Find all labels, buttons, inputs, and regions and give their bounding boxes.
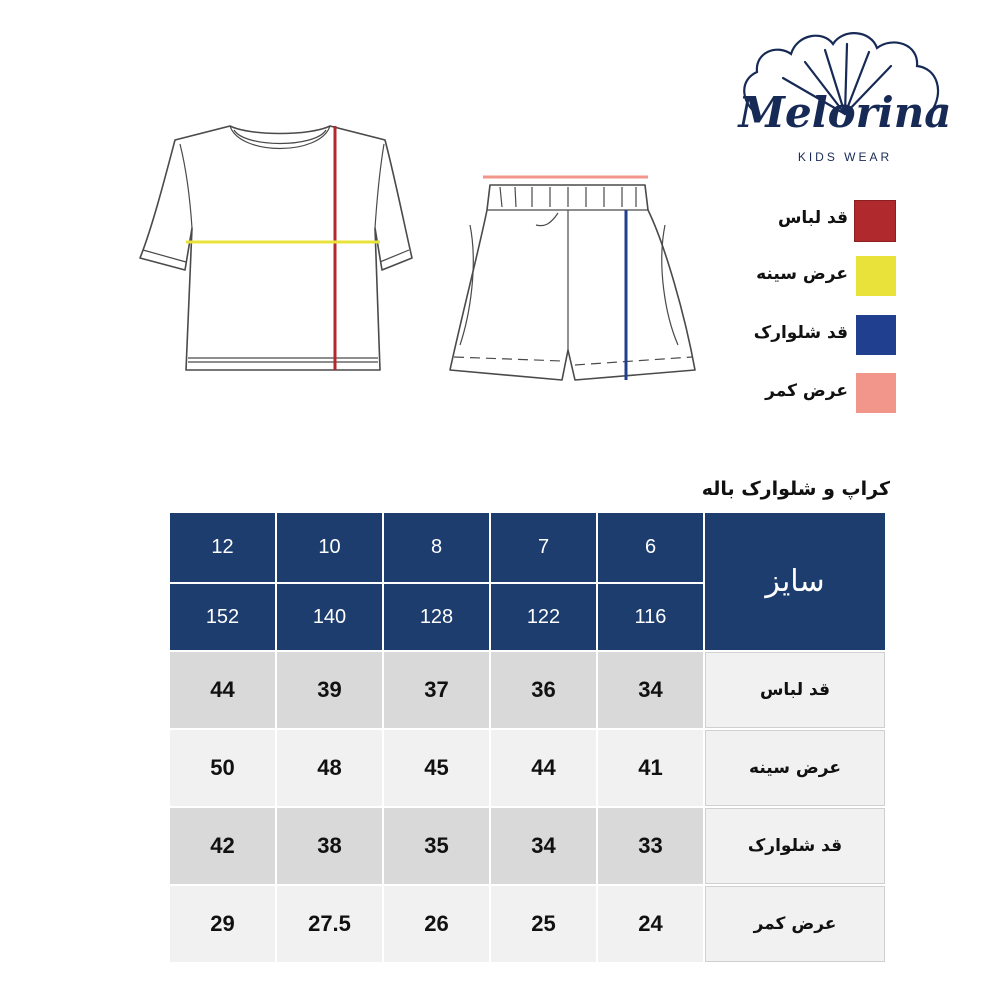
row-label: عرض کمر xyxy=(705,886,885,962)
height-cell: 152 xyxy=(170,584,275,650)
table-cell: 24 xyxy=(598,886,703,962)
legend-item-garment-length xyxy=(720,200,900,242)
brand-tagline: KIDS WEAR xyxy=(797,150,893,164)
height-cell: 128 xyxy=(384,584,489,650)
legend-label: عرض سینه xyxy=(756,264,848,284)
table-row-shorts-length xyxy=(170,808,885,884)
table-cell: 34 xyxy=(598,652,703,728)
shorts-sketch xyxy=(440,165,710,390)
table-row-waist-width xyxy=(170,886,885,962)
table-cell: 37 xyxy=(384,652,489,728)
table-cell: 50 xyxy=(170,730,275,806)
size-cell: 6 xyxy=(598,513,703,582)
table-cell: 26 xyxy=(384,886,489,962)
legend-label: قد شلوارک xyxy=(753,323,848,343)
size-row xyxy=(170,513,885,582)
size-cell: 7 xyxy=(491,513,596,582)
table-cell: 36 xyxy=(491,652,596,728)
legend-label: قد لباس xyxy=(777,208,848,228)
legend-item-chest-width xyxy=(720,256,900,298)
table-row-chest-width xyxy=(170,730,885,806)
table-cell: 29 xyxy=(170,886,275,962)
table-cell: 25 xyxy=(491,886,596,962)
table-cell: 27.5 xyxy=(277,886,382,962)
size-header-label: سایز xyxy=(705,513,885,650)
size-chart-table xyxy=(168,511,887,964)
table-title: کراپ و شلوارک باله xyxy=(701,478,890,500)
table-cell: 39 xyxy=(277,652,382,728)
table-cell: 35 xyxy=(384,808,489,884)
legend-item-shorts-length xyxy=(720,315,900,357)
table-cell: 45 xyxy=(384,730,489,806)
legend-swatch-yellow xyxy=(856,256,896,296)
row-label: قد شلوارک xyxy=(705,808,885,884)
size-cell: 12 xyxy=(170,513,275,582)
legend-item-waist-width xyxy=(720,373,900,415)
table-cell: 44 xyxy=(170,652,275,728)
brand-name: Melorina xyxy=(738,88,952,137)
table-row-garment-length xyxy=(170,652,885,728)
table-cell: 33 xyxy=(598,808,703,884)
crop-top-sketch xyxy=(130,118,440,380)
legend-label: عرض کمر xyxy=(765,381,848,401)
height-cell: 140 xyxy=(277,584,382,650)
height-cell: 116 xyxy=(598,584,703,650)
table-cell: 44 xyxy=(491,730,596,806)
table-cell: 34 xyxy=(491,808,596,884)
table-cell: 42 xyxy=(170,808,275,884)
row-label: عرض سینه xyxy=(705,730,885,806)
row-label: قد لباس xyxy=(705,652,885,728)
size-cell: 10 xyxy=(277,513,382,582)
legend-swatch-red xyxy=(854,200,896,242)
height-cell: 122 xyxy=(491,584,596,650)
table-cell: 48 xyxy=(277,730,382,806)
legend-swatch-pink xyxy=(856,373,896,413)
table-cell: 41 xyxy=(598,730,703,806)
size-cell: 8 xyxy=(384,513,489,582)
brand-logo xyxy=(735,22,955,172)
legend-swatch-blue xyxy=(856,315,896,355)
table-cell: 38 xyxy=(277,808,382,884)
